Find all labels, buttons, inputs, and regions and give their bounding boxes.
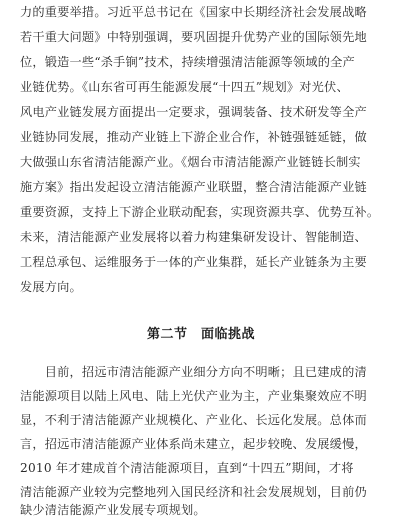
paragraph-1-line: 风电产业链发展方面提出一定要求，强调装备、技术研发等全产 [20,105,367,119]
paragraph-2-line: 清洁能源产业较为完整地列入国民经济和社会发展规划，目前仍 [20,485,367,499]
section-heading: 第二节 面临挑战 [146,327,255,342]
paragraph-1-line: 未来，清洁能源产业发展将以着力构建集研发设计、智能制造、 [20,230,367,244]
paragraph-1-line: 施方案》指出发起设立清洁能源产业联盟，整合清洁能源产业链 [20,180,367,194]
paragraph-1-line: 业链协同发展，推动产业链上下游企业合作，补链强链延链，做 [20,130,367,144]
paragraph-1-line: 大做强山东省清洁能源产业。《烟台市清洁能源产业链链长制实 [20,155,361,169]
paragraph-2-line: 目前，招远市清洁能源产业细分方向不明晰；且已建成的清 [20,365,367,379]
paragraph-1-line: 发展方向。 [20,280,82,294]
paragraph-1-line: 业链优势。《山东省可再生能源发展“十四五”规划》对光伏、 [20,80,349,94]
paragraph-1-line: 若干重大问题》中特别强调，要巩固提升优势产业的国际领先地 [20,30,367,44]
paragraph-1-line: 工程总承包、运维服务于一体的产业集群，延长产业链条为主要 [20,255,367,269]
paragraph-1-line: 位，锻造一些“杀手锏”技术，持续增强清洁能源等领域的全产 [20,55,355,69]
paragraph-1-line: 重要资源，支持上下游企业联动配套，实现资源共享、优势互补。 [20,205,380,219]
paragraph-2-line: 2010 年才建成首个清洁能源项目，直到“十四五”期间，才将 [20,461,354,475]
paragraph-2-line: 言，招远市清洁能源产业体系尚未建立，起步较晚、发展缓慢， [20,437,367,451]
paragraph-2-line: 显，不利于清洁能源产业规模化、产业化、长远化发展。总体而 [20,413,367,427]
paragraph-2-line: 洁能源项目以陆上风电、陆上光伏产业为主，产业集聚效应不明 [20,389,367,403]
paragraph-2-line: 缺少清洁能源产业发展专项规划。 [20,503,206,517]
paragraph-1-line: 力的重要举措。习近平总书记在《国家中长期经济社会发展战略 [20,5,367,19]
